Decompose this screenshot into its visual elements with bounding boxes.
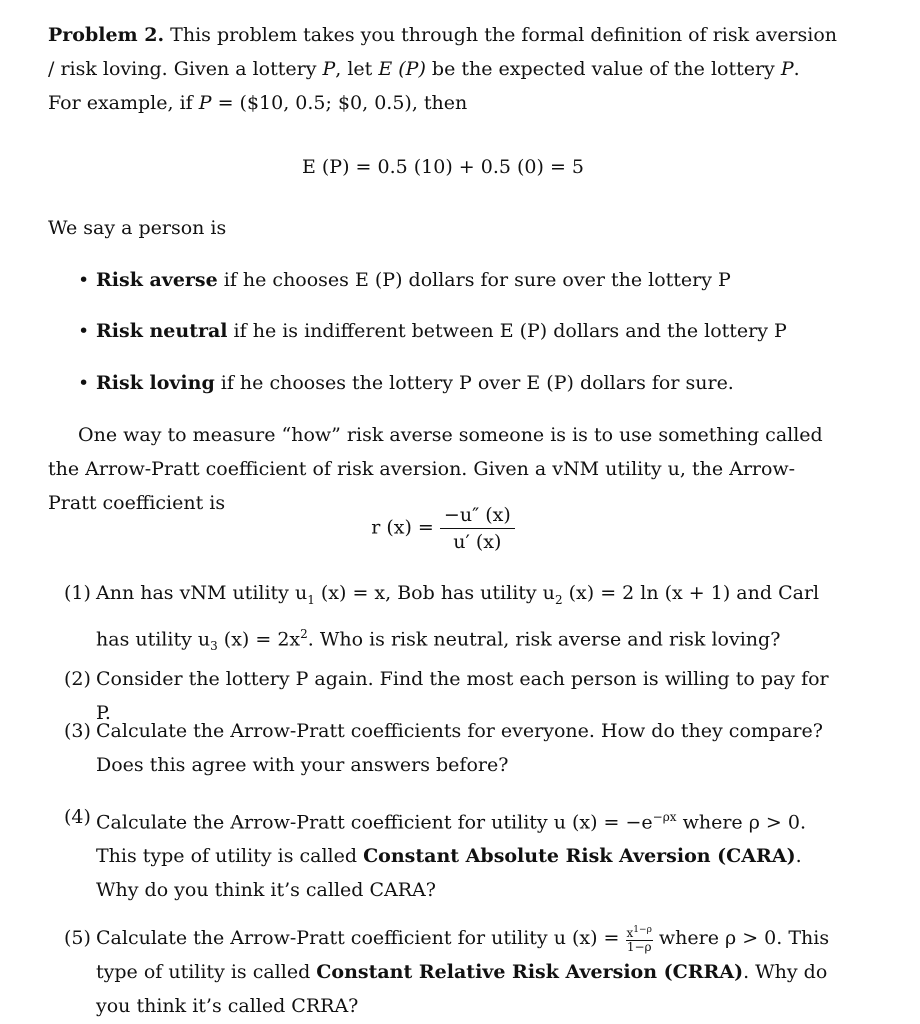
bullet-icon: • [78,320,90,342]
question-5: (5) Calculate the Arrow-Pratt coefficient for utility u (x) = $\frac{x^{1-\rho}}{1-\rho}$ where ρ > 0. This type of utility is called Constant Relative Risk Aversion (CRRA). Why do you think it’s called CRRA? [64,925,830,1017]
crra-term: Constant Relative Risk Aversion (CRRA) [316,961,744,983]
cara-term: Constant Absolute Risk Aversion (CARA) [363,845,796,868]
formula-fraction: $\frac{-u'' (x)}{u' (x)}$ [440,502,515,555]
we-say-text: We say a person is [48,217,227,239]
question-2: (2) Consider the lottery P again. Find the most each person is willing to pay for P. [64,668,829,724]
question-4: (4) Calculate the Arrow-Pratt coefficient for utility u $(x) = -e^{-\rho x}$ where ρ > 0. This type of utility is called Constant Absolute Risk Aversion (CARA). Why do you think it’s called CARA? [64,806,807,902]
expected-value-equation: E (P) = 0.5 (10) + 0.5 (0) = 5 [301,156,585,178]
problem-label: Problem 2. [48,24,165,46]
bullet-risk-averse: • Risk averse if he chooses E (P) dollars for sure over the lottery P [78,263,838,297]
bullet-icon: • [78,372,90,394]
question-3: (3) Calculate the Arrow-Pratt coefficients for everyone. How do they compare? Does this agree with your answers before? [64,720,823,776]
bullet-risk-loving: • Risk loving if he chooses the lottery P over E (P) dollars for sure. [78,366,838,400]
question-1: (1) Ann has vNM utility $u_1$ (x) = x, Bob has utility $u_2$ (x) = 2 ln (x + 1) and Carl has utility $u_3$ $(x) = 2x^2$. Who is risk neutral, risk averse and risk loving? [64,582,820,653]
bullet-icon: • [78,269,90,291]
arrow-pratt-formula: r (x) = $\frac{-u'' (x)}{u' (x)}$ [48,502,838,555]
crra-fraction: $\frac{x^{1-\rho}}{1-\rho}$ [626,925,652,954]
problem-intro: Problem 2. This problem takes you through the formal definition of risk aversion / risk loving. Given a lottery P, let E (P) be the expected value of the lottery P. For example, if P = ($10, 0.5; $0, 0.5), then [48,24,838,114]
arrow-pratt-paragraph: One way to measure “how” risk averse someone is is to use something called the Arrow-Pratt coefficient of risk aversion. Given a vNM utility u, the Arrow-Pratt coefficient is [48,424,823,514]
bullet-risk-neutral: • Risk neutral if he is indifferent between E (P) dollars and the lottery P [78,314,838,348]
